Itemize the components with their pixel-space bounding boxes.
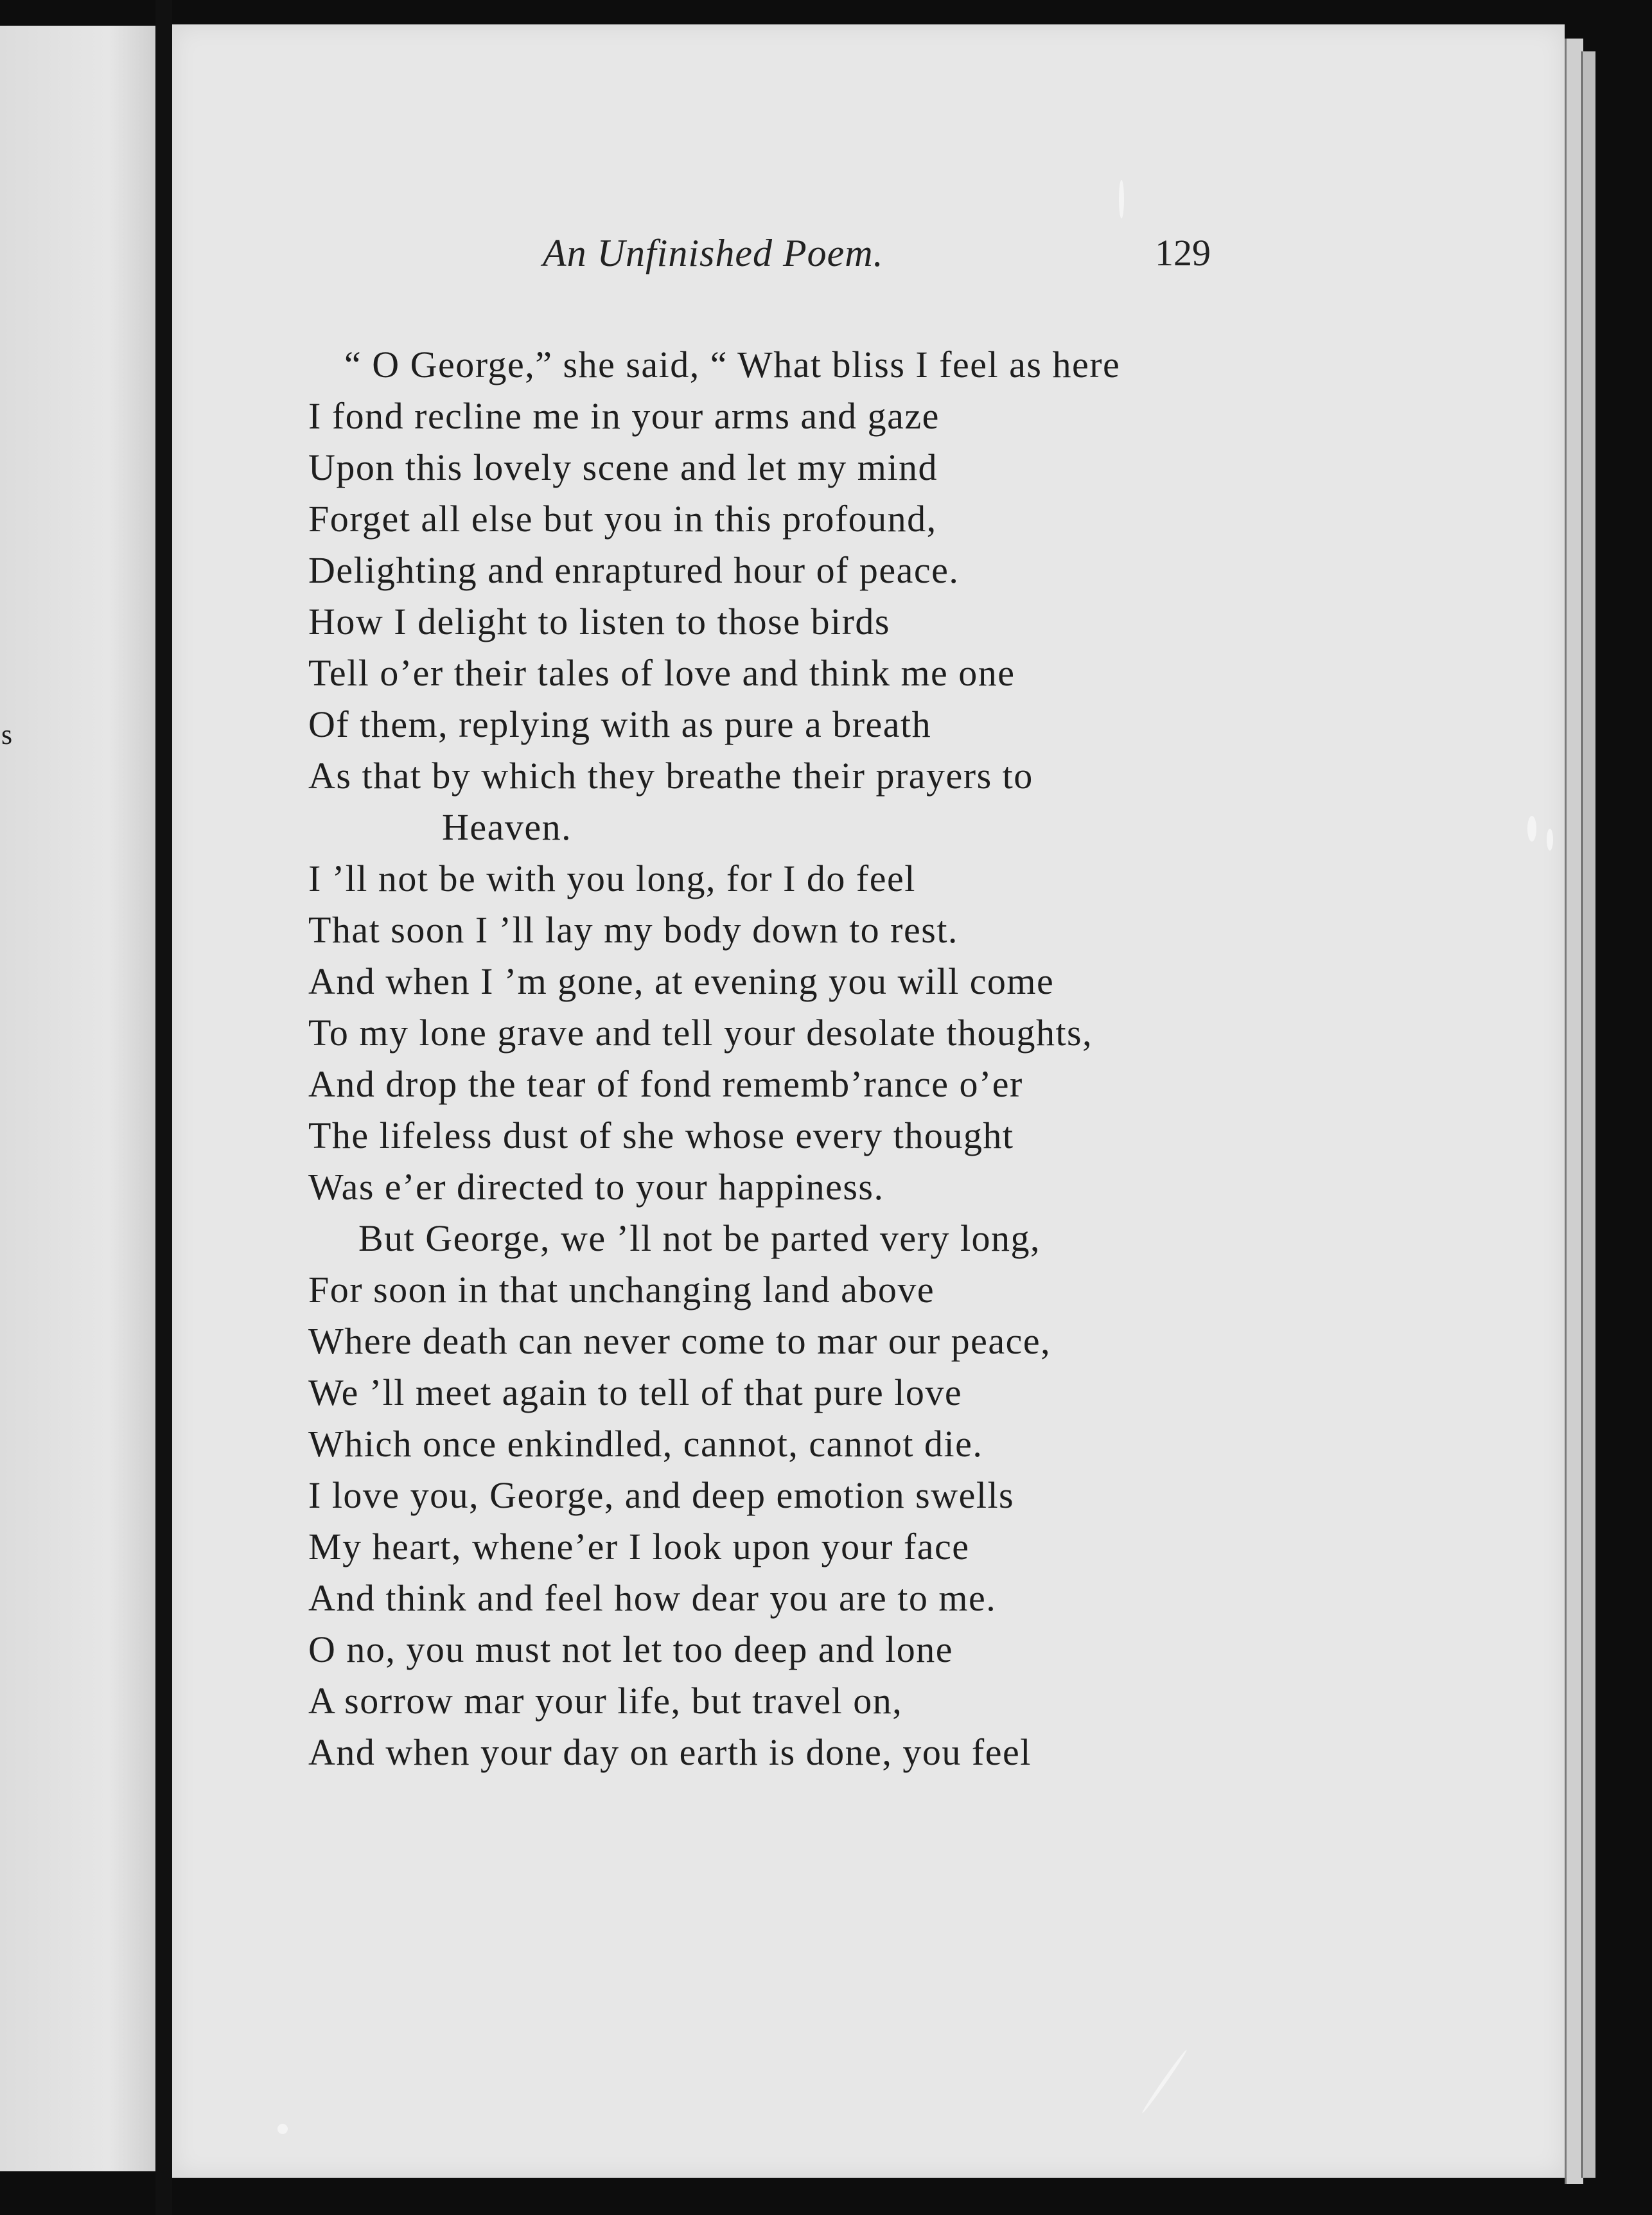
poem-line: Was e’er directed to your happiness. <box>308 1166 884 1208</box>
poem-line: To my lone grave and tell your desolate thoughts, <box>308 1012 1093 1054</box>
poem-line: Where death can never come to mar our peace, <box>308 1320 1051 1362</box>
poem-line: I love you, George, and deep emotion swells <box>308 1474 1015 1516</box>
poem-line: My heart, whene’er I look upon your face <box>308 1526 970 1567</box>
scan-speck <box>1547 829 1553 851</box>
poem-line: I fond recline me in your arms and gaze <box>308 395 940 437</box>
poem-line: And think and feel how dear you are to me. <box>308 1577 997 1619</box>
poem-line: Upon this lovely scene and let my mind <box>308 446 938 488</box>
poem-line: Forget all else but you in this profound, <box>308 498 937 540</box>
poem-line: O no, you must not let too deep and lone <box>308 1628 953 1670</box>
poem-line: Tell o’er their tales of love and think me one <box>308 652 1015 694</box>
previous-page-edge <box>0 26 155 2171</box>
poem-line: How I delight to listen to those birds <box>308 601 890 642</box>
poem-line: And when I ’m gone, at evening you will come <box>308 960 1055 1002</box>
poem-line: And when your day on earth is done, you feel <box>308 1731 1032 1773</box>
poem-line: As that by which they breathe their prayers to <box>308 755 1033 797</box>
previous-page-letter: s <box>1 719 13 750</box>
scan-speck <box>1119 180 1124 218</box>
poem-line: “ O George,” she said, “ What bliss I feel as here <box>344 344 1121 385</box>
poem-line: Heaven. <box>442 806 572 848</box>
poem-line: Delighting and enraptured hour of peace. <box>308 549 960 591</box>
poem-line: For soon in that unchanging land above <box>308 1269 935 1310</box>
poem-line: Of them, replying with as pure a breath <box>308 703 932 745</box>
scan-speck <box>1527 816 1536 842</box>
running-head: An Unfinished Poem. <box>543 232 884 274</box>
poem-line: Which once enkindled, cannot, cannot die. <box>308 1423 983 1465</box>
poem-line: But George, we ’ll not be parted very long, <box>358 1217 1041 1259</box>
book-gutter <box>155 0 172 2215</box>
page-number: 129 <box>1155 232 1211 274</box>
poem-text <box>308 339 1259 1778</box>
poem-line: A sorrow mar your life, but travel on, <box>308 1680 903 1722</box>
poem-line: That soon I ’ll lay my body down to rest. <box>308 909 958 951</box>
poem-line: We ’ll meet again to tell of that pure love <box>308 1372 963 1413</box>
scan-speck <box>277 2124 288 2134</box>
poem-line: And drop the tear of fond rememb’rance o’er <box>308 1063 1023 1105</box>
poem-line: The lifeless dust of she whose every thought <box>308 1115 1014 1156</box>
poem-line: I ’ll not be with you long, for I do feel <box>308 858 916 899</box>
page-edge-right <box>1565 39 1583 2184</box>
page-edge-outer <box>1581 51 1595 2178</box>
